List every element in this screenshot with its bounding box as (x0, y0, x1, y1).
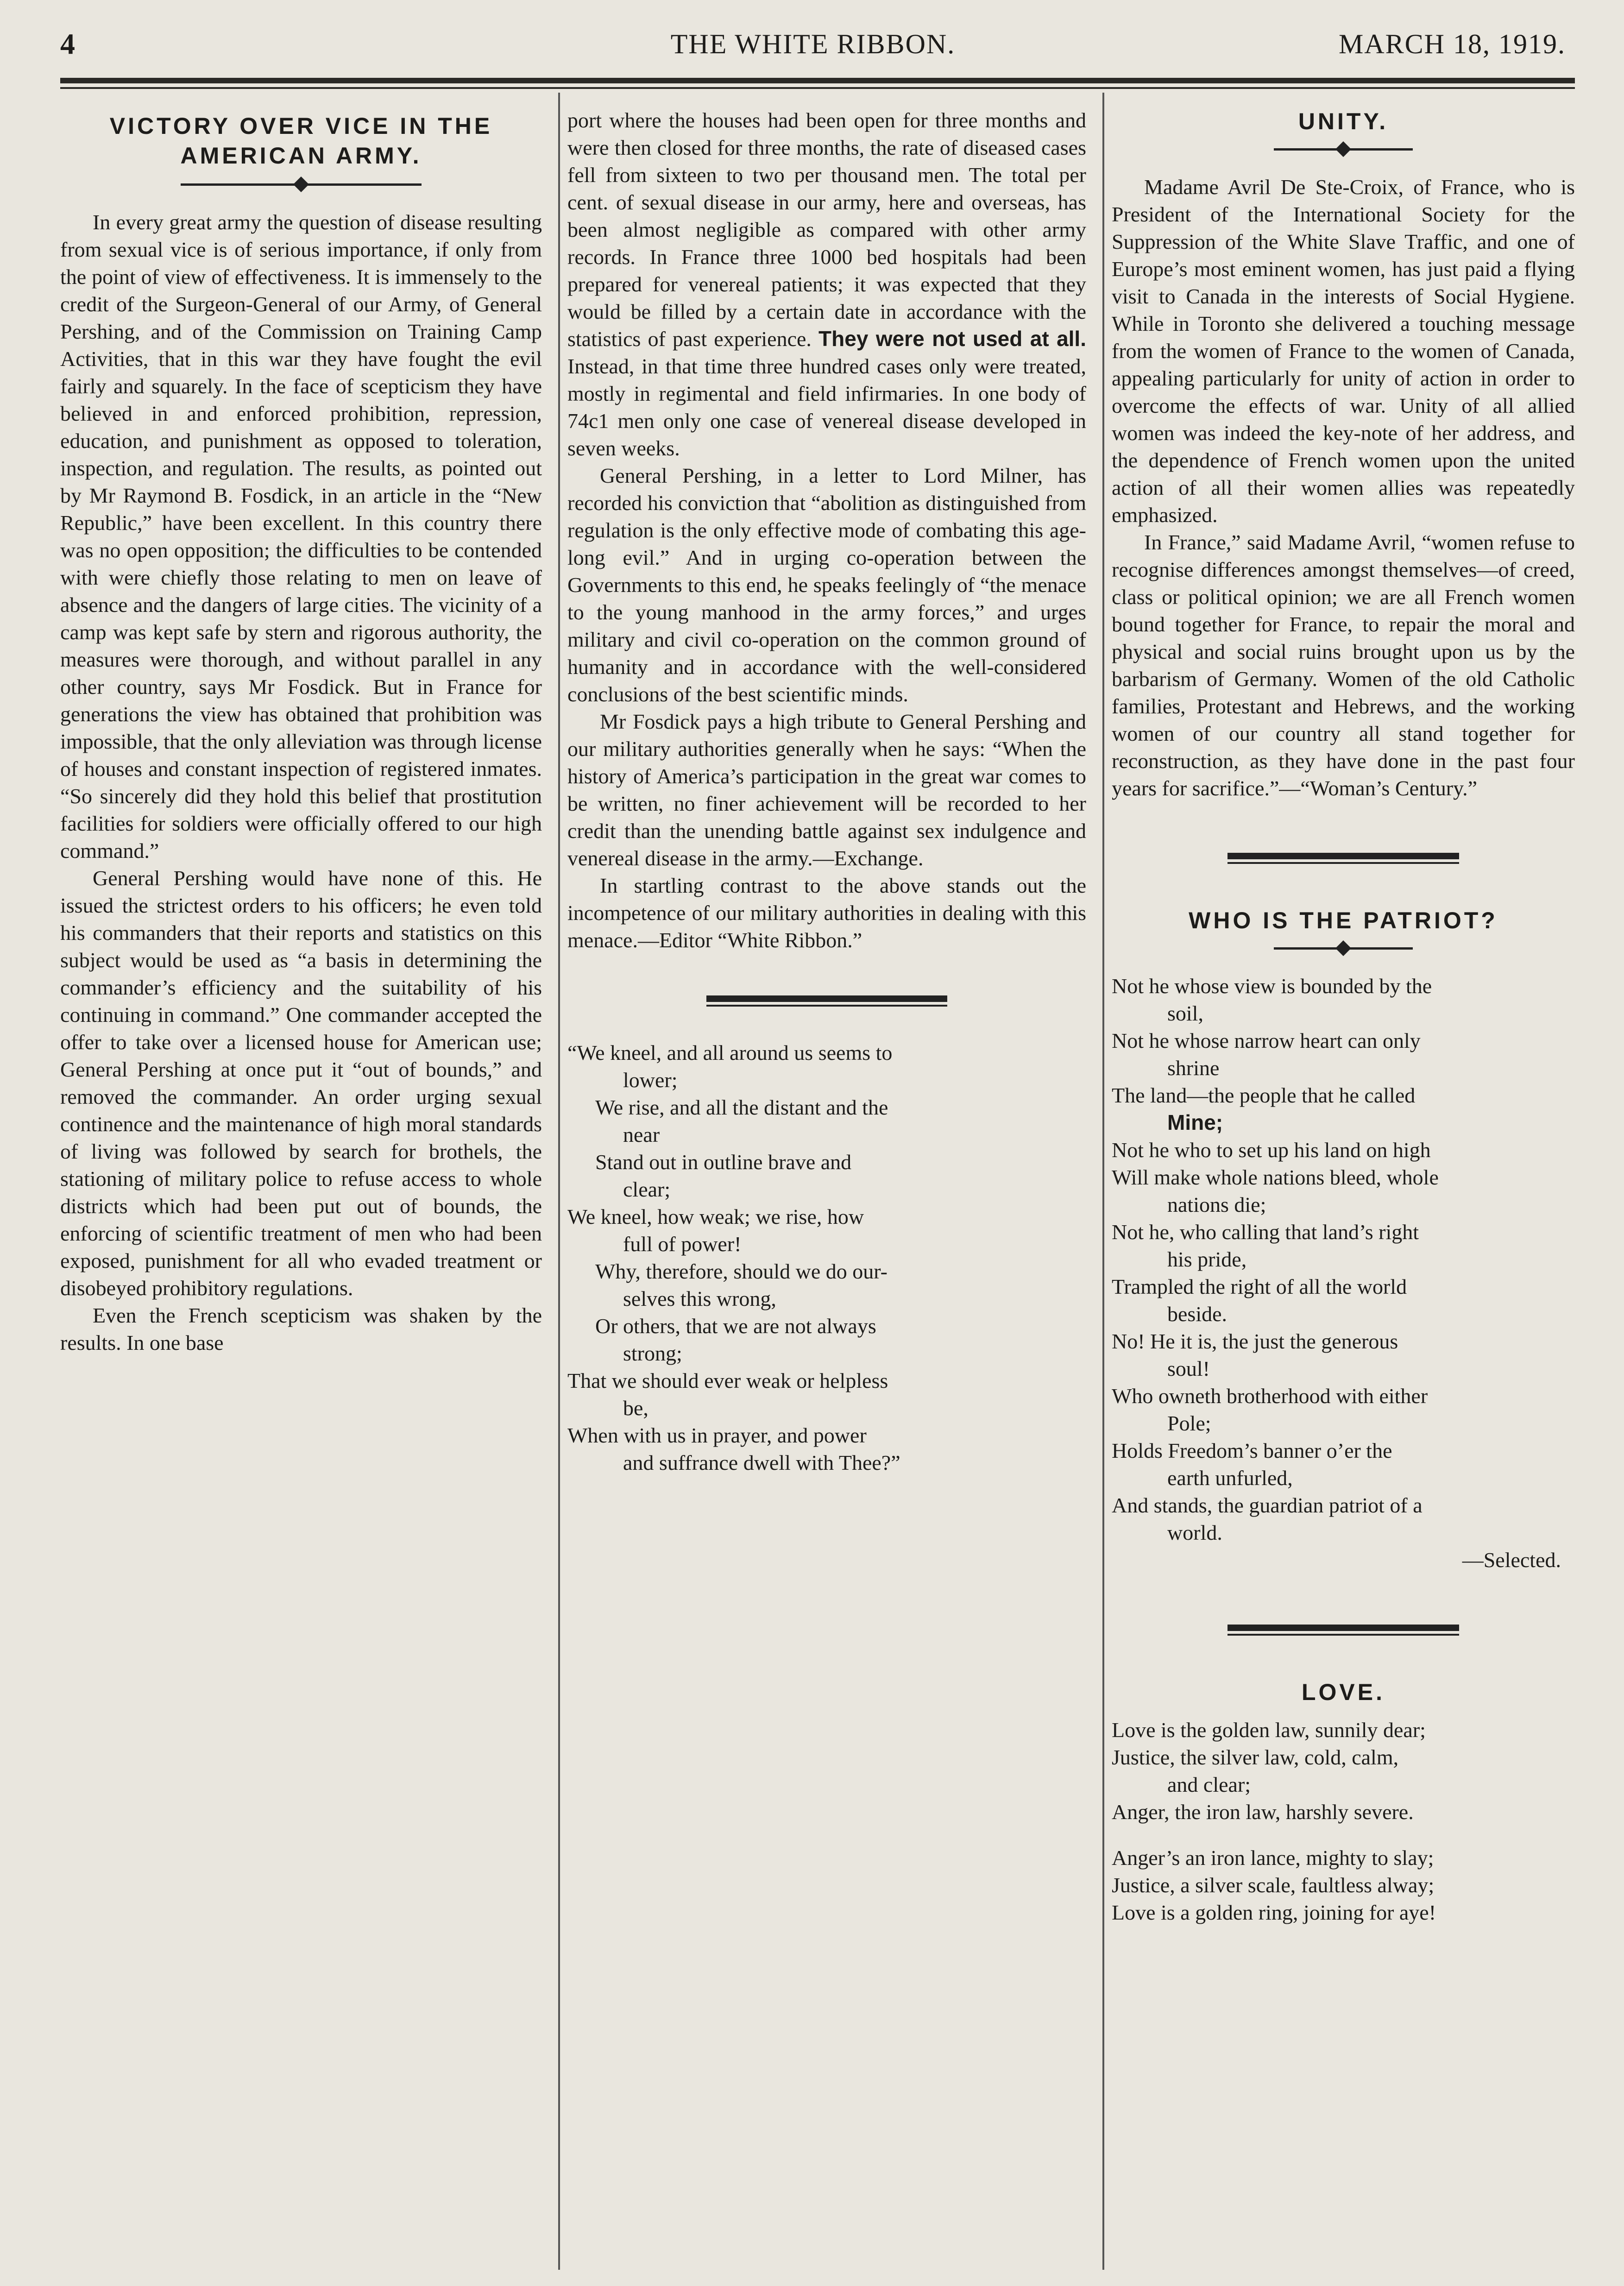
issue-date: MARCH 18, 1919. (1338, 29, 1566, 59)
poem-line: Love is a golden ring, joining for aye! (1112, 1901, 1436, 1924)
poem-line: We kneel, how weak; we rise, how (567, 1205, 864, 1228)
section-separator (1227, 853, 1459, 864)
poem-patriot (1112, 972, 1575, 1546)
poem-line: No! He it is, the just the generous (1112, 1329, 1398, 1353)
poem-line: his pride, (1167, 1247, 1247, 1271)
poem-line: nations die; (1167, 1193, 1266, 1216)
poem-line: When with us in prayer, and power (567, 1423, 867, 1447)
title-ornament (181, 178, 422, 192)
poem-line: Love is the golden law, sunnily dear; (1112, 1718, 1426, 1742)
title-line: AMERICAN ARMY. (180, 143, 422, 169)
poem-love-stanza-2 (1112, 1844, 1575, 1926)
article-title-unity: UNITY. (1298, 108, 1389, 134)
poem-line: soul! (1167, 1357, 1210, 1380)
poem-line: Not he whose narrow heart can only (1112, 1029, 1421, 1052)
poem-line: Justice, a silver scale, faultless alway; (1112, 1873, 1435, 1897)
poem-we-kneel (567, 1039, 1086, 1476)
poem-line: and clear; (1167, 1773, 1251, 1796)
poem-line: shrine (1167, 1056, 1220, 1080)
poem-line: lower; (623, 1068, 678, 1092)
title-ornament (1274, 143, 1413, 157)
column-2 (567, 93, 1086, 1476)
title-ornament (1274, 942, 1413, 956)
poem-line: Why, therefore, should we do our- (595, 1260, 888, 1283)
poem-line: selves this wrong, (623, 1287, 776, 1310)
poem-line: Will make whole nations bleed, whole (1112, 1165, 1439, 1189)
poem-line: Justice, the silver law, cold, calm, (1112, 1745, 1399, 1769)
poem-line: Who owneth brotherhood with either (1112, 1384, 1428, 1408)
poem-line: Anger, the iron law, harshly severe. (1112, 1800, 1414, 1824)
poem-line: earth unfurled, (1167, 1466, 1293, 1490)
section-separator (706, 995, 947, 1007)
header-rule-thin (60, 87, 1575, 89)
paragraph-text: Instead, in that time three hundred cases only were treated, mostly in regimental and field infirmaries. In one body of 74c1 men only one case of venereal disease developed in seven weeks. (567, 354, 1086, 460)
poem-love (1112, 1716, 1575, 1826)
column-divider-1 (558, 93, 560, 2270)
poem-line: full of power! (623, 1232, 742, 1256)
paragraph (567, 107, 1086, 462)
bold-emphasis: They were not used at all. (818, 327, 1086, 351)
poem-line: be, (623, 1396, 648, 1420)
paragraph-text: port where the houses had been open for three months and were then closed for three months, the rate of diseased cases fell from sixteen to two per thousand men. The total per cent. of sexual disease in our army, here and overseas, has been almost negligible as compared with other army records. In France three 1000 bed hospitals had been prepared for venereal patients; it was expected that they would be filled by a certain date in accordance with the statistics of past experience. (567, 108, 1086, 351)
column-3 (1112, 93, 1575, 1926)
poem-line: strong; (623, 1341, 682, 1365)
poem-line: clear; (623, 1178, 671, 1201)
poem-line: Holds Freedom’s banner o’er the (1112, 1439, 1392, 1462)
poem-line: Stand out in outline brave and (595, 1150, 852, 1174)
poem-line: And stands, the guardian patriot of a (1112, 1493, 1423, 1517)
title-line: VICTORY OVER VICE IN THE (109, 113, 493, 139)
poem-line: near (623, 1123, 660, 1146)
column-1 (60, 93, 542, 1356)
page-header (51, 19, 1575, 69)
poem-line: world. (1167, 1521, 1222, 1544)
paragraph: Mr Fosdick pays a high tribute to General Pershing and our military authorities generally when he says: “When the history of America’s participation in the great war comes to be written, no finer achievement will be recorded to her credit than the unending battle against sex indulgence and venereal disease in the army.—Exchange. (567, 710, 1086, 870)
paragraph: In every great army the question of disease resulting from sexual vice is of serious importance, if only from the point of view of effectiveness. It is immensely to the credit of the Surgeon-General of our Army, of General Pershing, and of the Commission on Training Camp Activities, that in this war they have fought the evil fairly and squarely. In the face of scepticism they have believed in and enforced prohibition, repression, education, and punishment as opposed to toleration, inspection, and regulation. The results, as pointed out by Mr Raymond B. Fosdick, in an article in the “New Republic,” have been excellent. In this country there was no open opposition; the difficulties to be contended with were chiefly those relating to men on leave of absence and the dangers of large cities. The vicinity of a camp was kept safe by stern and rigorous authority, the measures were thorough, and without parallel in any other country, says Mr Fosdick. But in France for generations the view has obtained that prohibition was impossible, that the only alleviation was through license of houses and constant inspection of registered inmates. “So sincerely did they hold this belief that prostitution facilities for soldiers were officially offered to our high command.” (60, 210, 542, 863)
poem-line: and suffrance dwell with Thee?” (623, 1451, 900, 1474)
poem-line: Or others, that we are not always (595, 1314, 876, 1338)
poem-line: Anger’s an iron lance, mighty to slay; (1112, 1846, 1434, 1870)
article-title-patriot: WHO IS THE PATRIOT? (1189, 907, 1498, 933)
paragraph: General Pershing, in a letter to Lord Milner, has recorded his conviction that “abolition as distinguished from regulation is the only effective mode of combating this age-long evil.” And in urging co-operation between the Governments to this end, he speaks feelingly of “the menace to the young manhood in the army forces,” and urges military and civil co-operation on the common ground of humanity and in accordance with the well-considered conclusions of the best scientific minds. (567, 464, 1086, 706)
poem-line: Pole; (1167, 1411, 1211, 1435)
poem-line: Mine; (1167, 1110, 1223, 1134)
paragraph: General Pershing would have none of this. He issued the strictest orders to his officers; he even told his commanders that their reports and statistics on this subject would be used as “a basis in determining the commander’s efficiency and the suitability of his continuing in command.” One commander accepted the offer to take over a licensed house for American use; General Pershing at once put it “out of bounds,” and removed the commander. An order urging sexual continence and the maintenance of high moral standards of living was followed by search for brothels, the stationing of military police to refuse access to whole districts which had been put out of bounds, the enforcing of scientific treatment of men who had been exposed, punishment for all who evaded treatment or disobeyed prohibitory regulations. (60, 866, 542, 1300)
poem-line: beside. (1167, 1302, 1227, 1326)
poem-line: We rise, and all the distant and the (595, 1096, 888, 1119)
poem-line: “We kneel, and all around us seems to (567, 1041, 893, 1064)
column-divider-2 (1102, 93, 1104, 2270)
poem-line: Not he, who calling that land’s right (1112, 1220, 1419, 1244)
section-separator (1227, 1625, 1459, 1636)
paragraph: Even the French scepticism was shaken by the results. In one base (60, 1304, 542, 1354)
poem-line: That we should ever weak or helpless (567, 1369, 888, 1392)
poem-line: Not he whose view is bounded by the (1112, 974, 1432, 998)
poem-line: Trampled the right of all the world (1112, 1275, 1407, 1298)
article-title-victory (60, 111, 542, 170)
paragraph: Madame Avril De Ste-Croix, of France, who is President of the International Society for the Suppression of the White Slave Traffic, and one of Europe’s most eminent women, has just paid a flying visit to Canada in the interests of Social Hygiene. While in Toronto she delivered a touching message from the women of France to the women of Canada, appealing particularly for unity of action in order to overcome the effects of war. Unity of all allied women was indeed the key-note of her address, and the dependence of French women upon the united action of all their women allies was repeatedly emphasized. (1112, 175, 1575, 527)
header-rule-thick (60, 78, 1575, 83)
poem-line: Not he who to set up his land on high (1112, 1138, 1431, 1162)
poem-signature: —Selected. (1462, 1548, 1561, 1572)
page-number: 4 (60, 27, 75, 60)
poem-line: soil, (1167, 1001, 1203, 1025)
paragraph: In startling contrast to the above stands out the incompetence of our military authorities in dealing with this menace.—Editor “White Ribbon.” (567, 874, 1086, 952)
masthead: THE WHITE RIBBON. (670, 29, 956, 59)
paragraph: In France,” said Madame Avril, “women refuse to recognise differences amongst themselves—of creed, class or political opinion; we are all French women bound together for France, to repair the moral and physical and social ruins brought upon us by the barbarism of Germany. Women of the old Catholic families, Protestant and Hebrews, and the working women of our country all stand together for reconstruction, as they have done in the past four years for sacrifice.”—“Woman’s Century.” (1112, 530, 1575, 800)
poem-line: The land—the people that he called (1112, 1083, 1416, 1107)
article-title-love: LOVE. (1301, 1679, 1385, 1705)
